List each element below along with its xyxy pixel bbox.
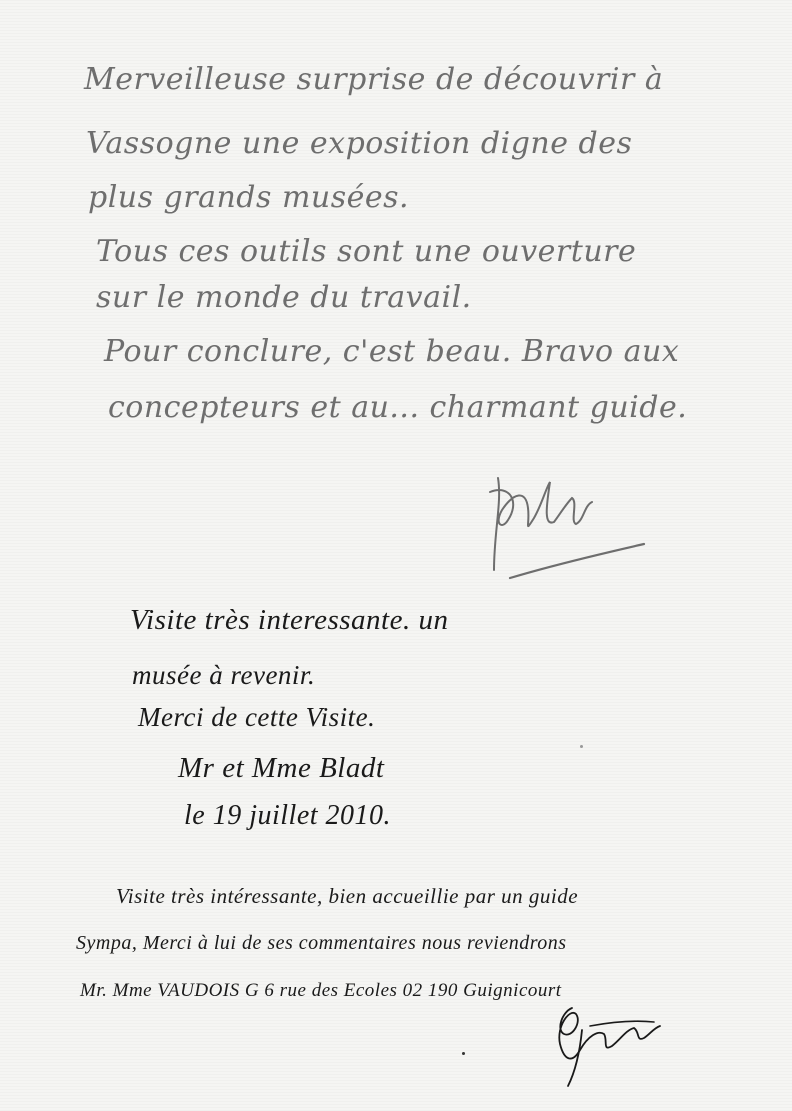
entry-1-line-2: Vassogne une exposition digne des: [86, 126, 633, 161]
entry-1-line-6: Pour conclure, c'est beau. Bravo aux: [104, 334, 680, 369]
entry-1-line-3: plus grands musées.: [88, 180, 410, 215]
entry-1-line-4: Tous ces outils sont une ouverture: [96, 234, 637, 269]
entry-2-date: le 19 juillet 2010.: [184, 800, 392, 831]
ink-dot: [462, 1052, 465, 1055]
entry-2-signature: Mr et Mme Bladt: [178, 752, 385, 784]
entry-1-line-1: Merveilleuse surprise de découvrir à: [84, 62, 664, 97]
signature-1: [480, 462, 655, 587]
entry-2-line-3: Merci de cette Visite.: [138, 702, 376, 732]
pencil-dot: [580, 745, 583, 748]
entry-1-line-7: concepteurs et au... charmant guide.: [108, 390, 688, 425]
signature-3: [542, 1000, 672, 1090]
entry-3-line-2: Sympa, Merci à lui de ses commentaires nous reviendrons: [76, 932, 567, 954]
entry-2-line-1: Visite très interessante. un: [130, 604, 449, 636]
entry-3-address: Mr. Mme VAUDOIS G 6 rue des Ecoles 02 190 Guignicourt: [80, 980, 562, 1001]
entry-3-line-1: Visite très intéressante, bien accueillie par un guide: [116, 884, 579, 908]
entry-2-line-2: musée à revenir.: [132, 660, 316, 690]
entry-1-line-5: sur le monde du travail.: [96, 280, 472, 315]
